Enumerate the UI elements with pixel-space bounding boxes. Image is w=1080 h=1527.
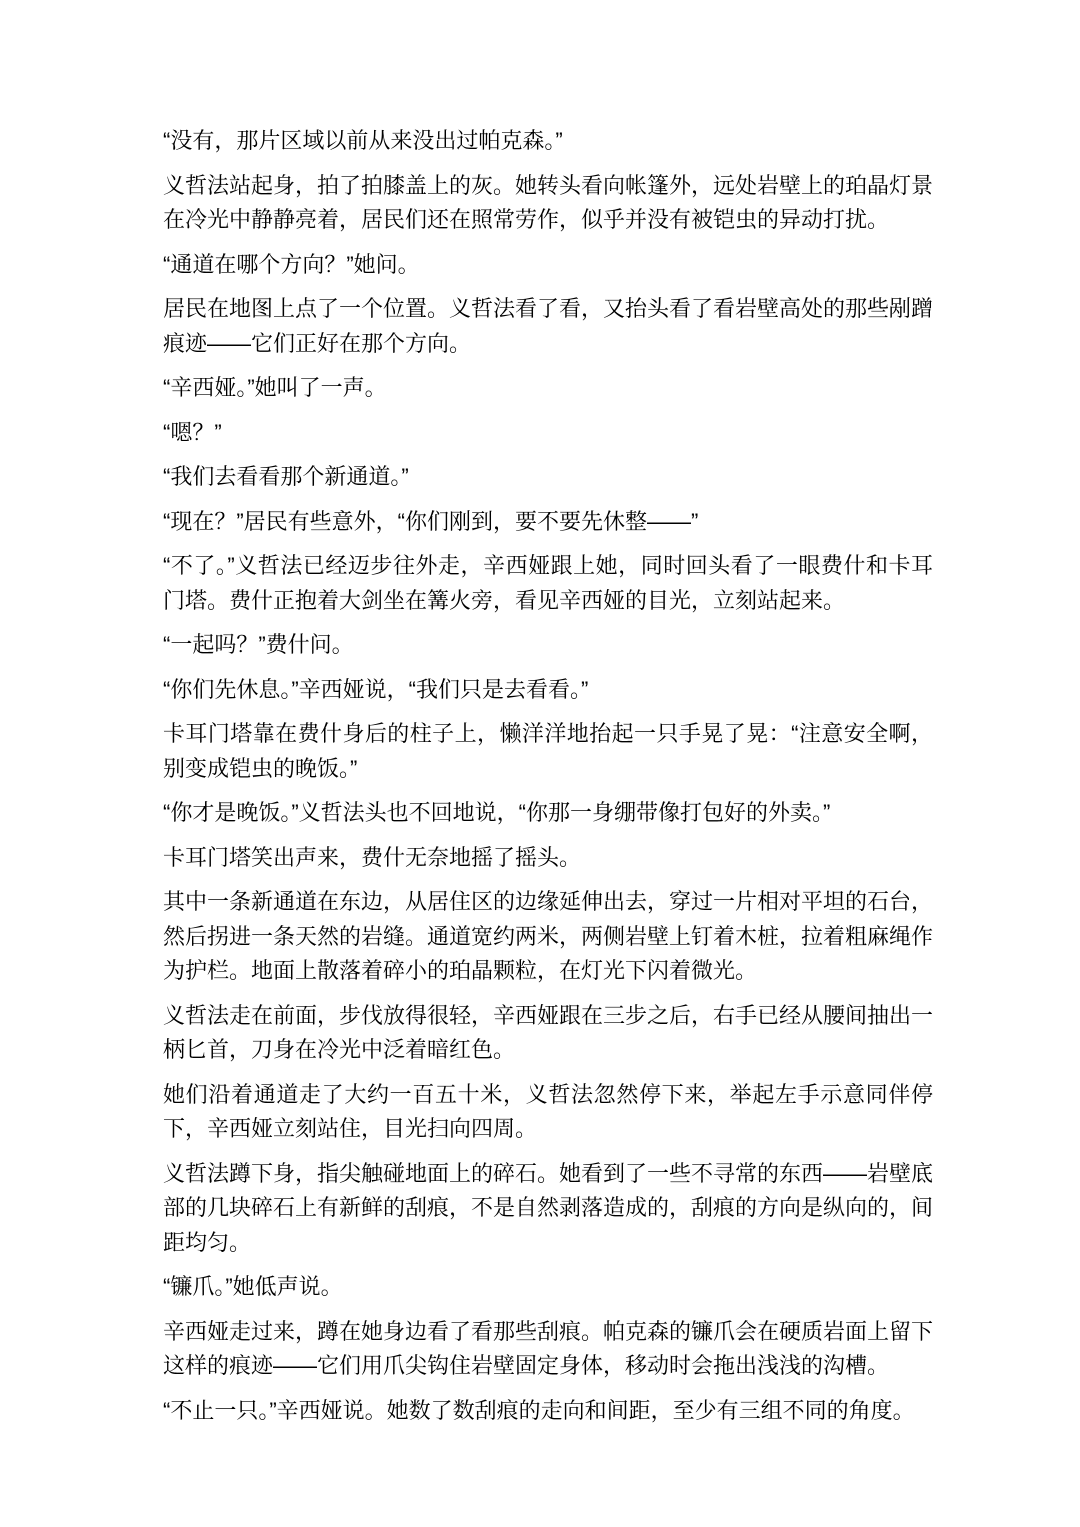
paragraph: 义哲法走在前面，步伐放得很轻，辛西娅跟在三步之后，右手已经从腰间抽出一柄匕首，刀身在冷光中泛着暗红色。: [163, 1002, 934, 1062]
paragraph: “你才是晚饭。”义哲法头也不回地说，“你那一身绷带像打包好的外卖。”: [163, 800, 831, 825]
paragraph: “没有，那片区域以前从来没出过帕克森。”: [163, 128, 563, 153]
paragraph: 卡耳门塔笑出声来，费什无奈地摇了摇头。: [163, 844, 582, 870]
paragraph: “我们去看看那个新通道。”: [163, 464, 409, 489]
paragraph: “通道在哪个方向？”她问。: [163, 251, 420, 277]
paragraph: 义哲法站起身，拍了拍膝盖上的灰。她转头看向帐篷外，远处岩壁上的珀晶灯景在冷光中静静亮着，居民们还在照常劳作，似乎并没有被铠虫的异动打扰。: [163, 172, 934, 232]
paragraph: “你们先休息。”辛西娅说，“我们只是去看看。”: [163, 676, 589, 702]
paragraph: “不止一只。”辛西娅说。她数了数刮痕的走向和间距，至少有三组不同的角度。: [163, 1397, 915, 1423]
paragraph: 义哲法蹲下身，指尖触碰地面上的碎石。她看到了一些不寻常的东西——岩壁底部的几块碎石上有新鲜的刮痕，不是自然剥落造成的，刮痕的方向是纵向的，间距均匀。: [163, 1160, 934, 1255]
paragraph: “一起吗？”费什问。: [163, 632, 354, 657]
paragraph: 辛西娅走过来，蹲在她身边看了看那些刮痕。帕克森的镰爪会在硬质岩面上留下这样的痕迹——它们用爪尖钩住岩壁固定身体，移动时会拖出浅浅的沟槽。: [163, 1318, 934, 1378]
paragraph: “嗯？”: [163, 419, 222, 445]
paragraph: “不了。”义哲法已经迈步往外走，辛西娅跟上她，同时回头看了一眼费什和卡耳门塔。费什正抱着大剑坐在篝火旁，看见辛西娅的目光，立刻站起来。: [163, 553, 933, 613]
paragraph: 其中一条新通道在东边，从居住区的边缘延伸出去，穿过一片相对平坦的石台，然后拐进一条天然的岩缝。通道宽约两米，两侧岩壁上钉着木桩，拉着粗麻绳作为护栏。地面上散落着碎小的珀晶颗粒，在灯光下闪着微光。: [163, 889, 934, 983]
paragraph: “辛西娅。”她叫了一声。: [163, 375, 387, 400]
paragraph: “现在？”居民有些意外，“你们刚到，要不要先休整——”: [163, 508, 699, 534]
paragraph: 她们沿着通道走了大约一百五十米，义哲法忽然停下来，举起左手示意同伴停下，辛西娅立刻站住，目光扫向四周。: [163, 1081, 933, 1141]
paragraph: 居民在地图上点了一个位置。义哲法看了看，又抬头看了看岩壁高处的那些剐蹭痕迹——它们正好在那个方向。: [163, 296, 934, 356]
paragraph: 卡耳门塔靠在费什身后的柱子上，懒洋洋地抬起一只手晃了晃：“注意安全啊，别变成铠虫的晚饭。”: [163, 721, 933, 781]
paragraph: “镰爪。”她低声说。: [163, 1274, 343, 1299]
